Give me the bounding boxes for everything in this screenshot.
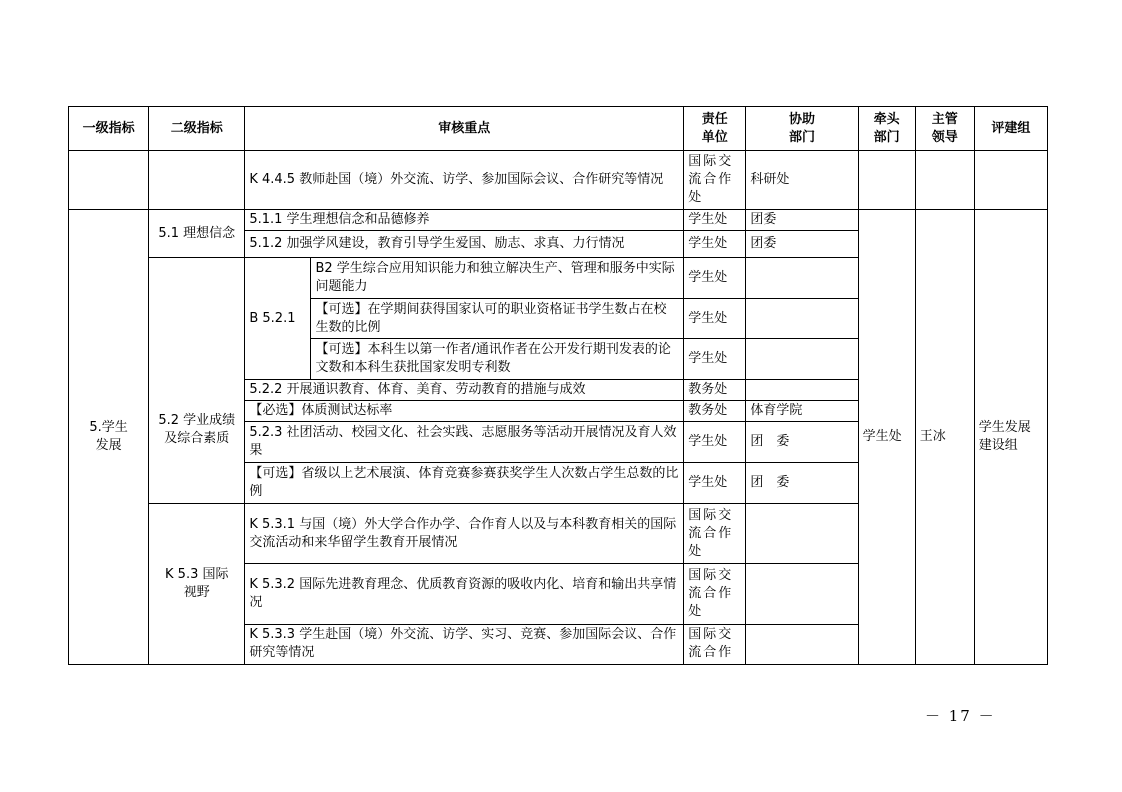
responsible-cell: 国际交流合作 (684, 625, 746, 665)
focus-cell: K 5.3.1 与国（境）外大学合作办学、合作育人以及与本科教育相关的国际交流活动和来华留学生教育开展情况 (245, 504, 684, 564)
responsible-cell: 学生处 (684, 339, 746, 380)
responsible-cell: 学生处 (684, 231, 746, 258)
focus-cell: 【必选】体质测试达标率 (245, 401, 684, 422)
table-header-row (69, 107, 1048, 151)
focus-cell: K 5.3.2 国际先进教育理念、优质教育资源的吸收内化、培育和输出共享情况 (245, 564, 684, 625)
focus-cell: 5.2.2 开展通识教育、体育、美育、劳动教育的措施与成效 (245, 380, 684, 401)
assist-cell (746, 339, 858, 380)
header-group: 评建组 (974, 107, 1047, 151)
focus-cell: 【可选】在学期间获得国家认可的职业资格证书学生数占在校生数的比例 (311, 299, 684, 339)
header-level1: 一级指标 (69, 107, 149, 151)
header-lead: 牵头 部门 (858, 107, 915, 151)
header-responsible: 责任 单位 (684, 107, 746, 151)
assist-cell: 团 委 (746, 422, 858, 463)
focus-cell: 5.2.3 社团活动、校园文化、社会实践、志愿服务等活动开展情况及育人效果 (245, 422, 684, 463)
assist-cell: 团委 (746, 231, 858, 258)
table-row (69, 210, 1048, 231)
lead-dept-cell: 学生处 (858, 210, 915, 665)
responsible-cell: 教务处 (684, 401, 746, 422)
table-row (69, 151, 1048, 210)
responsible-cell: 教务处 (684, 380, 746, 401)
leader-cell: 王冰 (915, 210, 974, 665)
level2-ideal-belief: 5.1 理想信念 (149, 210, 245, 258)
header-level2: 二级指标 (149, 107, 245, 151)
assist-cell (746, 380, 858, 401)
empty-cell (915, 151, 974, 210)
assist-cell: 科研处 (746, 151, 858, 210)
empty-cell (858, 151, 915, 210)
responsible-cell: 国际交流合作处 (684, 151, 746, 210)
assist-cell: 团 委 (746, 463, 858, 504)
responsible-cell: 学生处 (684, 299, 746, 339)
assist-cell (746, 625, 858, 665)
assist-cell (746, 299, 858, 339)
assist-cell: 体育学院 (746, 401, 858, 422)
header-focus: 审核重点 (245, 107, 684, 151)
assist-cell: 团委 (746, 210, 858, 231)
focus-cell: 【可选】本科生以第一作者/通讯作者在公开发行期刊发表的论文数和本科生获批国家发明专利数 (311, 339, 684, 380)
level2-intl-vision: K 5.3 国际 视野 (149, 504, 245, 665)
page-number: － 17 － (925, 707, 996, 725)
responsible-cell: 学生处 (684, 463, 746, 504)
focus-cell: 5.1.2 加强学风建设，教育引导学生爱国、励志、求真、力行情况 (245, 231, 684, 258)
focus-cell: 【可选】省级以上艺术展演、体育竞赛参赛获奖学生人次数占学生总数的比例 (245, 463, 684, 504)
assist-cell (746, 258, 858, 299)
responsible-cell: 国际交流合作处 (684, 564, 746, 625)
focus-cell: B2 学生综合应用知识能力和独立解决生产、管理和服务中实际问题能力 (311, 258, 684, 299)
level1-student-development: 5.学生 发展 (69, 210, 149, 665)
empty-cell (974, 151, 1047, 210)
focus-cell: K 5.3.3 学生赴国（境）外交流、访学、实习、竞赛、参加国际会议、合作研究等情况 (245, 625, 684, 665)
responsible-cell: 学生处 (684, 210, 746, 231)
focus-cell: 5.1.1 学生理想信念和品德修养 (245, 210, 684, 231)
assist-cell (746, 504, 858, 564)
level2-academic: 5.2 学业成绩 及综合素质 (149, 258, 245, 504)
audit-table (68, 106, 1048, 665)
b521-label: B 5.2.1 (245, 258, 311, 380)
assist-cell (746, 564, 858, 625)
responsible-cell: 学生处 (684, 258, 746, 299)
responsible-cell: 国际交流合作处 (684, 504, 746, 564)
focus-cell: K 4.4.5 教师赴国（境）外交流、访学、参加国际会议、合作研究等情况 (245, 151, 684, 210)
empty-cell (149, 151, 245, 210)
header-leader: 主管 领导 (915, 107, 974, 151)
header-assist: 协助 部门 (746, 107, 858, 151)
empty-cell (69, 151, 149, 210)
group-cell: 学生发展 建设组 (974, 210, 1047, 665)
responsible-cell: 学生处 (684, 422, 746, 463)
